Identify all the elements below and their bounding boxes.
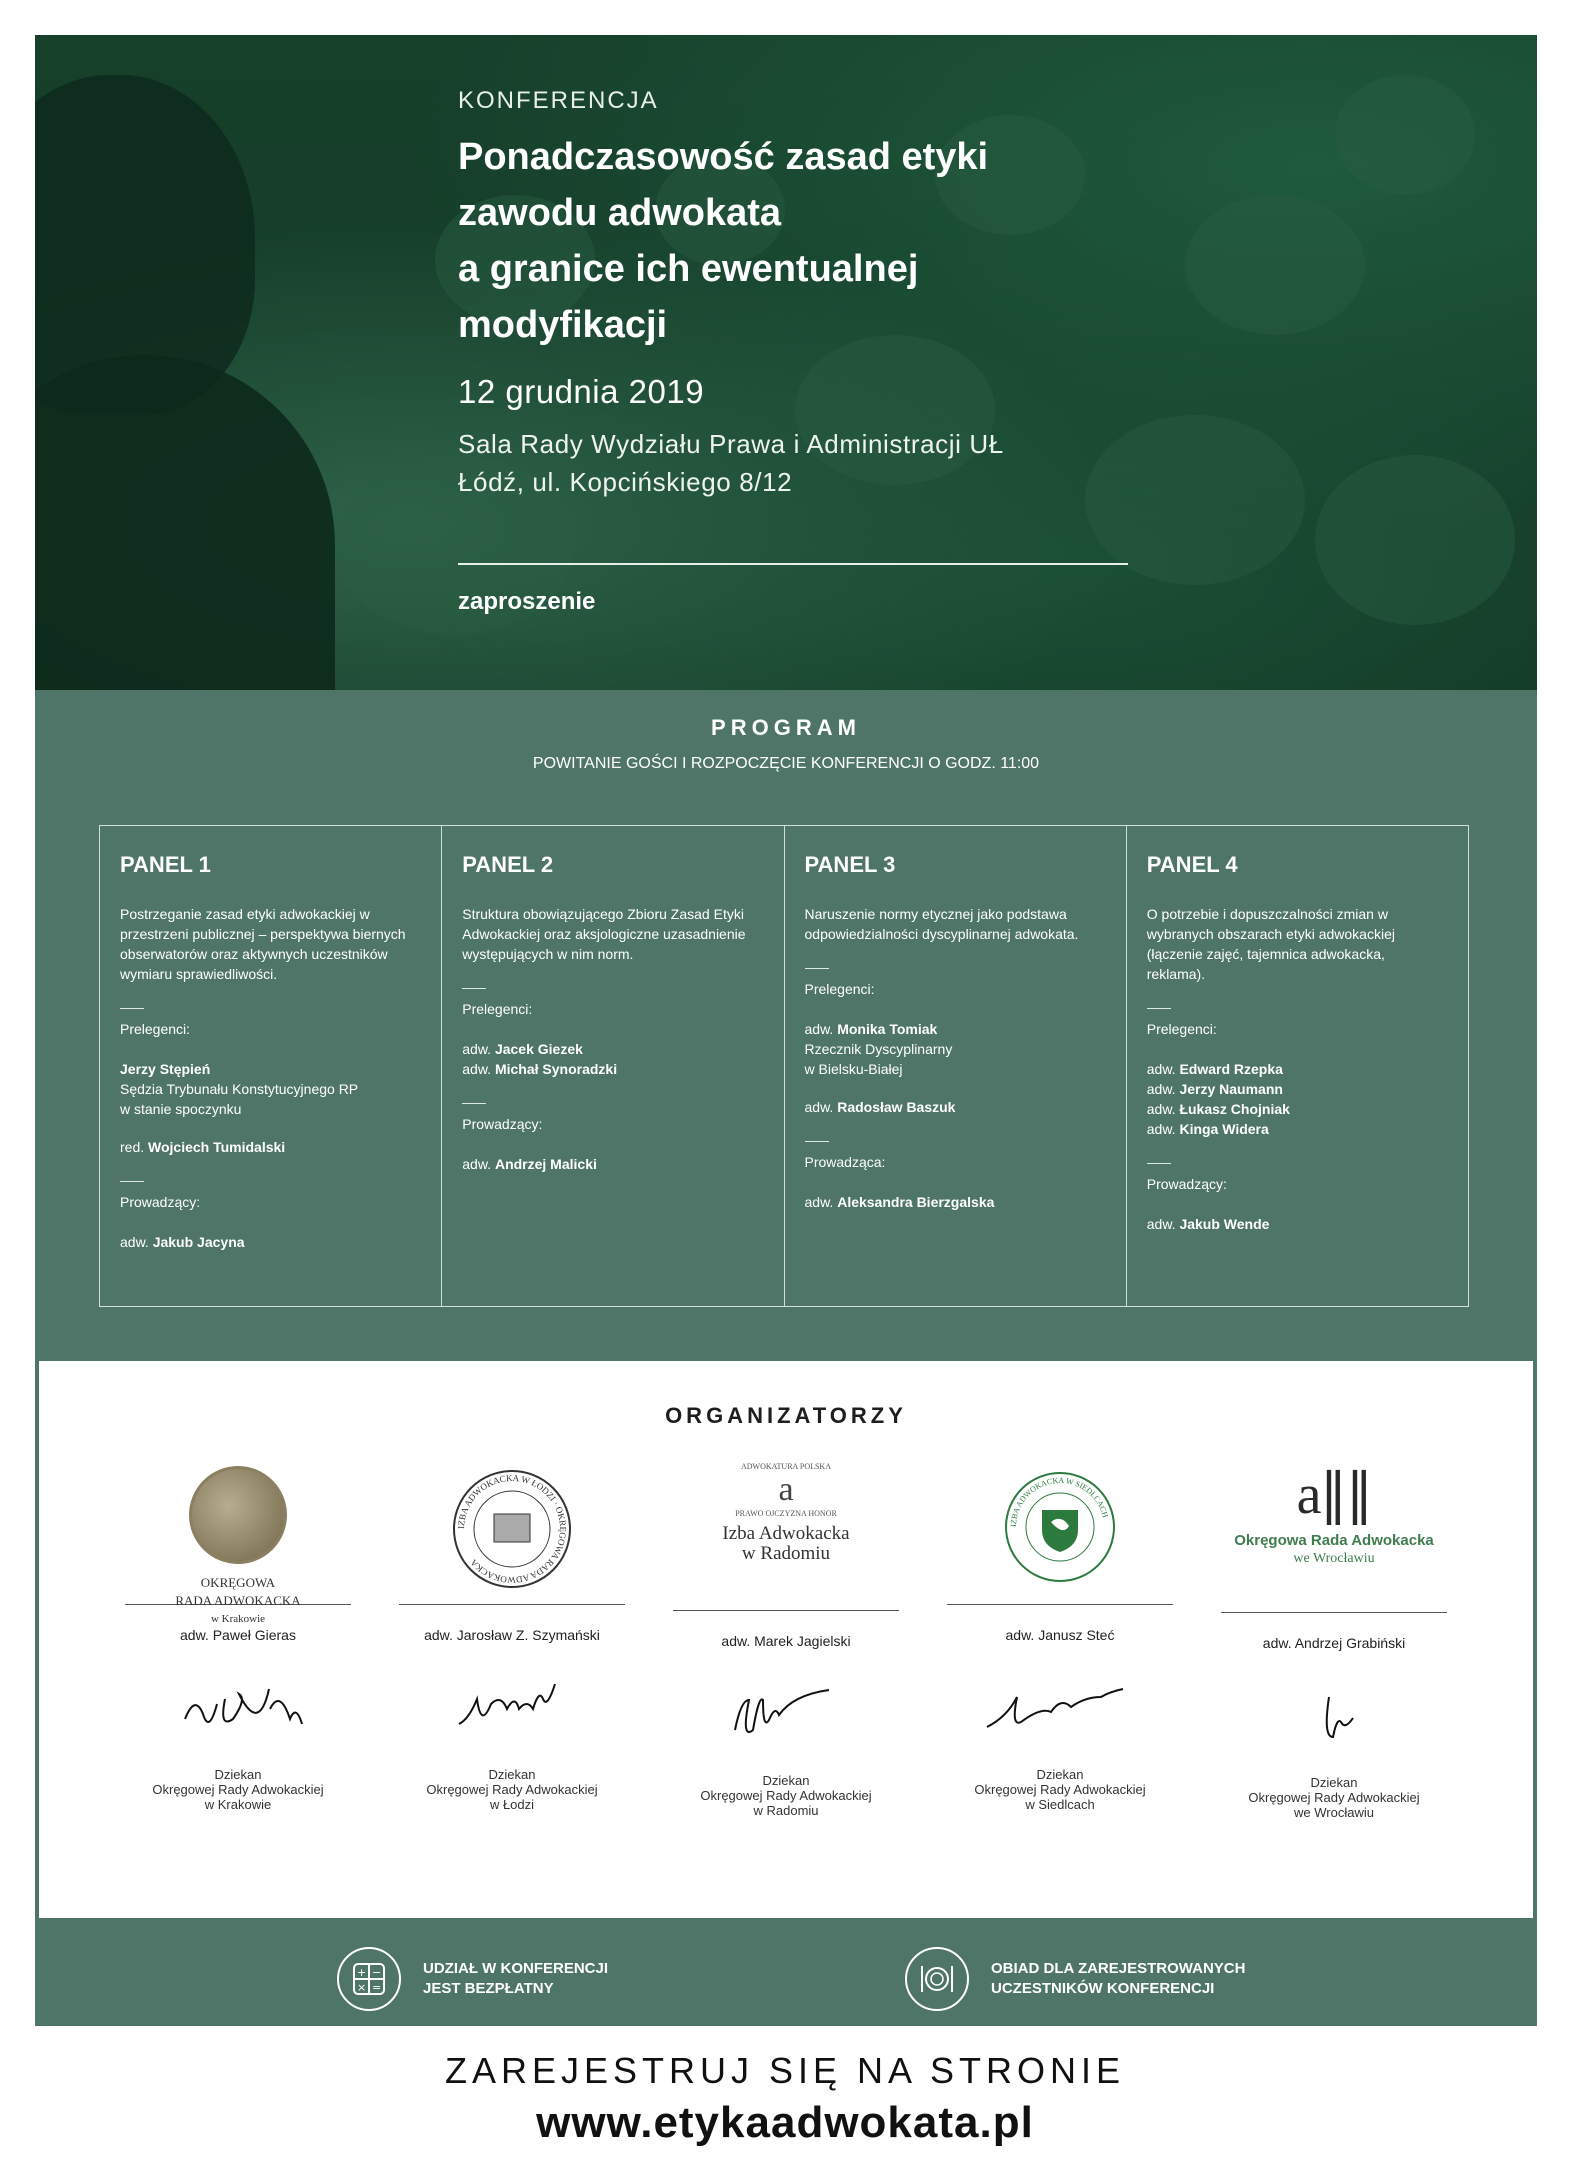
radom-logo: ADWOKATURA POLSKA a PRAWO OJCZYZNA HONOR Izba Adwokacka w Radomiu <box>673 1462 899 1602</box>
dean-title: Dziekan Okręgowej Rady Adwokackiej w Radomiu <box>700 1773 872 1818</box>
dean-title: Dziekan Okręgowej Rady Adwokackiej w Krakowie <box>152 1767 324 1812</box>
host-label: Prowadzący: <box>120 1194 201 1210</box>
signer-name: adw. Jarosław Z. Szymański <box>424 1627 600 1643</box>
panel-title: PANEL 3 <box>804 852 896 877</box>
speaker-role: Rzecznik Dyscyplinarny <box>804 1041 953 1057</box>
title-line: modyfikacji <box>458 304 668 346</box>
panel-description: Naruszenie normy etycznej jako podstawa odpowiedzialności dyscyplinarnej adwokata. <box>804 906 1079 942</box>
host-label: Prowadząca: <box>804 1154 886 1170</box>
title-line: Ponadczasowość zasad etyki <box>458 136 989 178</box>
calculator-icon <box>337 1947 401 2011</box>
program-panels <box>99 825 1469 1307</box>
signature <box>1221 1677 1447 1757</box>
title-line: zawodu adwokata <box>458 192 782 234</box>
divider <box>120 1008 144 1009</box>
wroclaw-logo: a∥∥ Okręgowa Rada Adwokacka we Wrocławiu <box>1221 1464 1447 1604</box>
lodz-seal-logo <box>399 1456 625 1596</box>
divider <box>805 1141 829 1142</box>
program-subtitle: POWITANIE GOŚCI I ROZPOCZĘCIE KONFERENCJI O GODZ. 11:00 <box>532 755 1040 772</box>
divider <box>805 968 829 969</box>
event-venue <box>458 425 1078 501</box>
logo-text: w Radomiu <box>741 1543 831 1564</box>
logo-text: OKRĘGOWA <box>200 1575 276 1590</box>
speaker: red. Wojciech Tumidalski <box>120 1139 286 1155</box>
venue-line: Sala Rady Wydziału Prawa i Administracji UŁ <box>458 429 1004 459</box>
venue-address: Łódź, ul. Kopcińskiego 8/12 <box>458 467 793 497</box>
organizer-lodz <box>399 1456 625 1812</box>
panel-title: PANEL 2 <box>462 852 554 877</box>
svg-text:−: − <box>372 1966 382 1979</box>
organizer-siedlce <box>947 1456 1173 1812</box>
dean-title: Dziekan Okręgowej Rady Adwokackiej w Łodzi <box>426 1767 598 1812</box>
audience-shoulder <box>35 355 335 690</box>
speakers-label: Prelegenci: <box>1146 1021 1217 1037</box>
panel-description: Struktura obowiązującego Zbioru Zasad Etyki Adwokackiej oraz aksjologiczne uzasadnienie występujących w nim norm. <box>462 906 746 962</box>
signature <box>399 1669 625 1749</box>
svg-text:+: + <box>357 1966 367 1979</box>
signature <box>947 1669 1173 1749</box>
organizer-radom <box>673 1456 899 1818</box>
panel-title: PANEL 4 <box>1146 852 1238 877</box>
speaker-role: Sędzia Trybunału Konstytucyjnego RP <box>120 1081 359 1097</box>
speaker: adw. Łukasz Chojniak <box>1146 1101 1290 1117</box>
event-title <box>458 129 1078 353</box>
signature-line <box>947 1604 1173 1605</box>
organizer-krakow <box>125 1456 351 1812</box>
perk-lunch <box>905 1947 1245 2011</box>
speaker: adw. Kinga Widera <box>1146 1121 1269 1137</box>
event-date: 12 grudnia 2019 <box>458 373 705 410</box>
signature-line <box>1221 1612 1447 1613</box>
panel-description: Postrzeganie zasad etyki adwokackiej w przestrzeni publicznej – perspektywa biernych obserwatorów oraz aktywnych uczestników wymiaru sprawiedliwości. <box>120 906 406 982</box>
host: adw. Jakub Jacyna <box>120 1234 245 1250</box>
event-kicker: KONFERENCJA <box>458 87 659 114</box>
host-label: Prowadzący: <box>462 1116 543 1132</box>
perk-text: UCZESTNIKÓW KONFERENCJI <box>991 1980 1215 1997</box>
svg-text:=: = <box>372 1981 382 1994</box>
panel-title: PANEL 1 <box>120 852 211 877</box>
signer-name: adw. Marek Jagielski <box>721 1633 851 1649</box>
logo-text: we Wrocławiu <box>1293 1551 1375 1566</box>
program-heading: PROGRAM <box>711 715 861 740</box>
panel-4 <box>1127 826 1468 1306</box>
signature-line <box>673 1610 899 1611</box>
host: adw. Aleksandra Bierzgalska <box>804 1194 995 1210</box>
register-url-link[interactable]: www.etykaadwokata.pl <box>536 2098 1034 2147</box>
speakers-label: Prelegenci: <box>804 981 875 997</box>
logo-text: w Krakowie <box>210 1613 266 1625</box>
panel-1 <box>100 826 442 1306</box>
speakers-label: Prelegenci: <box>120 1021 191 1037</box>
speaker: Jerzy Stępień <box>120 1061 211 1077</box>
panel-description: O potrzebie i dopuszczalności zmian w wybranych obszarach etyki adwokackiej (łączenie zajęć, tajemnica adwokacka, reklama). <box>1146 906 1395 982</box>
speaker-role: w Bielsku-Białej <box>804 1061 903 1077</box>
host-label: Prowadzący: <box>1146 1176 1227 1192</box>
divider <box>120 1181 144 1182</box>
organizer-wroclaw <box>1221 1456 1447 1820</box>
divider <box>1147 1163 1171 1164</box>
signer-name: adw. Janusz Steć <box>1005 1627 1115 1643</box>
speakers-label: Prelegenci: <box>462 1001 533 1017</box>
dean-title: Dziekan Okręgowej Rady Adwokackiej w Siedlcach <box>974 1767 1146 1812</box>
logo-text: Okręgowa Rada Adwokacka <box>1234 1532 1434 1549</box>
title-line: a granice ich ewentualnej <box>458 248 919 290</box>
register-prompt: ZAREJESTRUJ SIĘ NA STRONIE <box>444 2050 1126 2091</box>
logo-text: Izba Adwokacka <box>722 1523 850 1544</box>
signature-line <box>399 1604 625 1605</box>
svg-text:IZBA ADWOKACKA W SIEDLCACH: IZBA ADWOKACKA W SIEDLCACH <box>1008 1475 1110 1528</box>
speaker: adw. Jacek Giezek <box>462 1041 583 1057</box>
speaker: adw. Monika Tomiak <box>804 1021 938 1037</box>
organizers-section <box>39 1361 1533 1918</box>
svg-text:IZBA ADWOKACKA W ŁODZI · OKRĘG: IZBA ADWOKACKA W ŁODZI · OKRĘGOWA RADA ADWOKACKA <box>455 1472 569 1586</box>
panel-2 <box>442 826 784 1306</box>
speaker: adw. Edward Rzepka <box>1146 1061 1283 1077</box>
organizers-heading: ORGANIZATORZY <box>665 1403 907 1428</box>
signature <box>673 1675 899 1755</box>
signature <box>125 1669 351 1749</box>
divider <box>1147 1008 1171 1009</box>
invite-label: zaproszenie <box>458 588 596 615</box>
divider <box>462 1103 486 1104</box>
host: adw. Andrzej Malicki <box>462 1156 597 1172</box>
hero-banner <box>35 35 1537 690</box>
perk-text: JEST BEZPŁATNY <box>423 1980 554 1997</box>
panel-3 <box>785 826 1127 1306</box>
krakow-seal-logo <box>125 1456 351 1625</box>
dean-title: Dziekan Okręgowej Rady Adwokackiej we Wrocławiu <box>1248 1775 1420 1820</box>
speaker: adw. Radosław Baszuk <box>804 1099 956 1115</box>
perk-text: OBIAD DLA ZAREJESTROWANYCH <box>991 1960 1246 1977</box>
signer-name: adw. Paweł Gieras <box>180 1627 296 1643</box>
siedlce-seal-logo <box>947 1456 1173 1596</box>
dinner-plate-icon <box>905 1947 969 2011</box>
perk-text: UDZIAŁ W KONFERENCJI <box>423 1960 608 1977</box>
divider <box>462 988 486 989</box>
host: adw. Jakub Wende <box>1146 1216 1270 1232</box>
perk-free-participation <box>337 1947 608 2011</box>
invitation-frame <box>35 35 1537 2026</box>
speaker: adw. Jerzy Naumann <box>1146 1081 1283 1097</box>
svg-text:×: × <box>357 1981 367 1994</box>
hero-divider <box>458 563 1128 565</box>
signer-name: adw. Andrzej Grabiński <box>1262 1635 1406 1651</box>
logo-text: RADA ADWOKACKA <box>175 1593 301 1608</box>
speaker-role: w stanie spoczynku <box>120 1101 242 1117</box>
speaker: adw. Michał Synoradzki <box>462 1061 618 1077</box>
